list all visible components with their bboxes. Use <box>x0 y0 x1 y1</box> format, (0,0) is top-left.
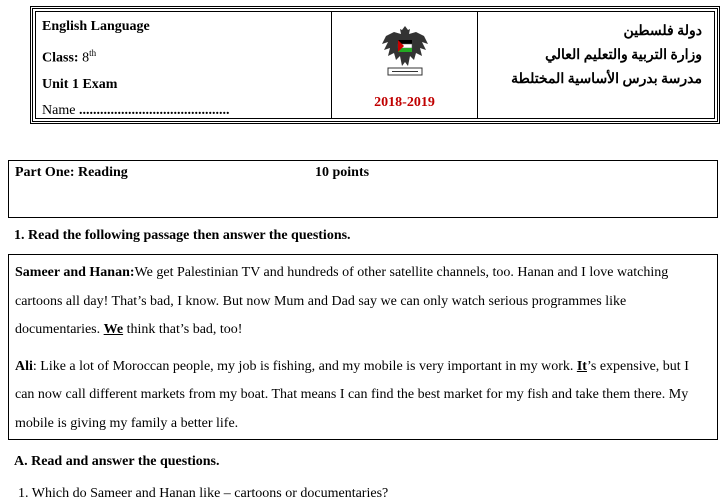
question-1-heading: 1. Read the following passage then answer the questions. <box>14 228 351 243</box>
class-line: Class: 8th <box>42 48 97 66</box>
part-title: Part One: Reading <box>15 165 128 180</box>
arabic-line-3: مدرسة بدرس الأساسية المختلطة <box>511 72 702 87</box>
header-right-arabic <box>478 12 714 118</box>
question-a1: 1. Which do Sameer and Hanan like – cartoons or documentaries? <box>18 486 389 501</box>
arabic-line-2: وزارة التربية والتعليم العالي <box>545 48 702 63</box>
subject-label: English Language <box>42 19 150 34</box>
passage-paragraph-2: Ali: Like a lot of Moroccan people, my job is fishing, and my mobile is very important in my work. It’s expensive, but I can now call different markets from my boat. That means I can find the best market for my fish and take them there. My mobile is giving my family a better life. <box>15 358 689 431</box>
arabic-line-1: دولة فلسطين <box>623 24 702 39</box>
passage-paragraph-1: Sameer and Hanan:We get Palestinian TV and hundreds of other satellite channels, too. Hanan and I love watching cartoons all day! That’s bad, I know. But now Mum and Dad say we can only watch serious programmes like documentaries. We think that’s bad, too! <box>15 265 669 337</box>
school-year: 2018-2019 <box>374 95 435 110</box>
exam-header <box>30 6 720 124</box>
palestine-eagle-emblem-icon <box>380 22 430 78</box>
reading-passage <box>8 254 718 440</box>
section-a-heading: A. Read and answer the questions. <box>14 454 220 469</box>
part-one-box <box>8 160 718 218</box>
header-left-info <box>36 12 332 118</box>
part-points: 10 points <box>315 165 370 180</box>
name-field[interactable]: Name ........................................... <box>42 102 230 118</box>
unit-label: Unit 1 Exam <box>42 76 118 92</box>
header-emblem-cell <box>332 12 478 118</box>
